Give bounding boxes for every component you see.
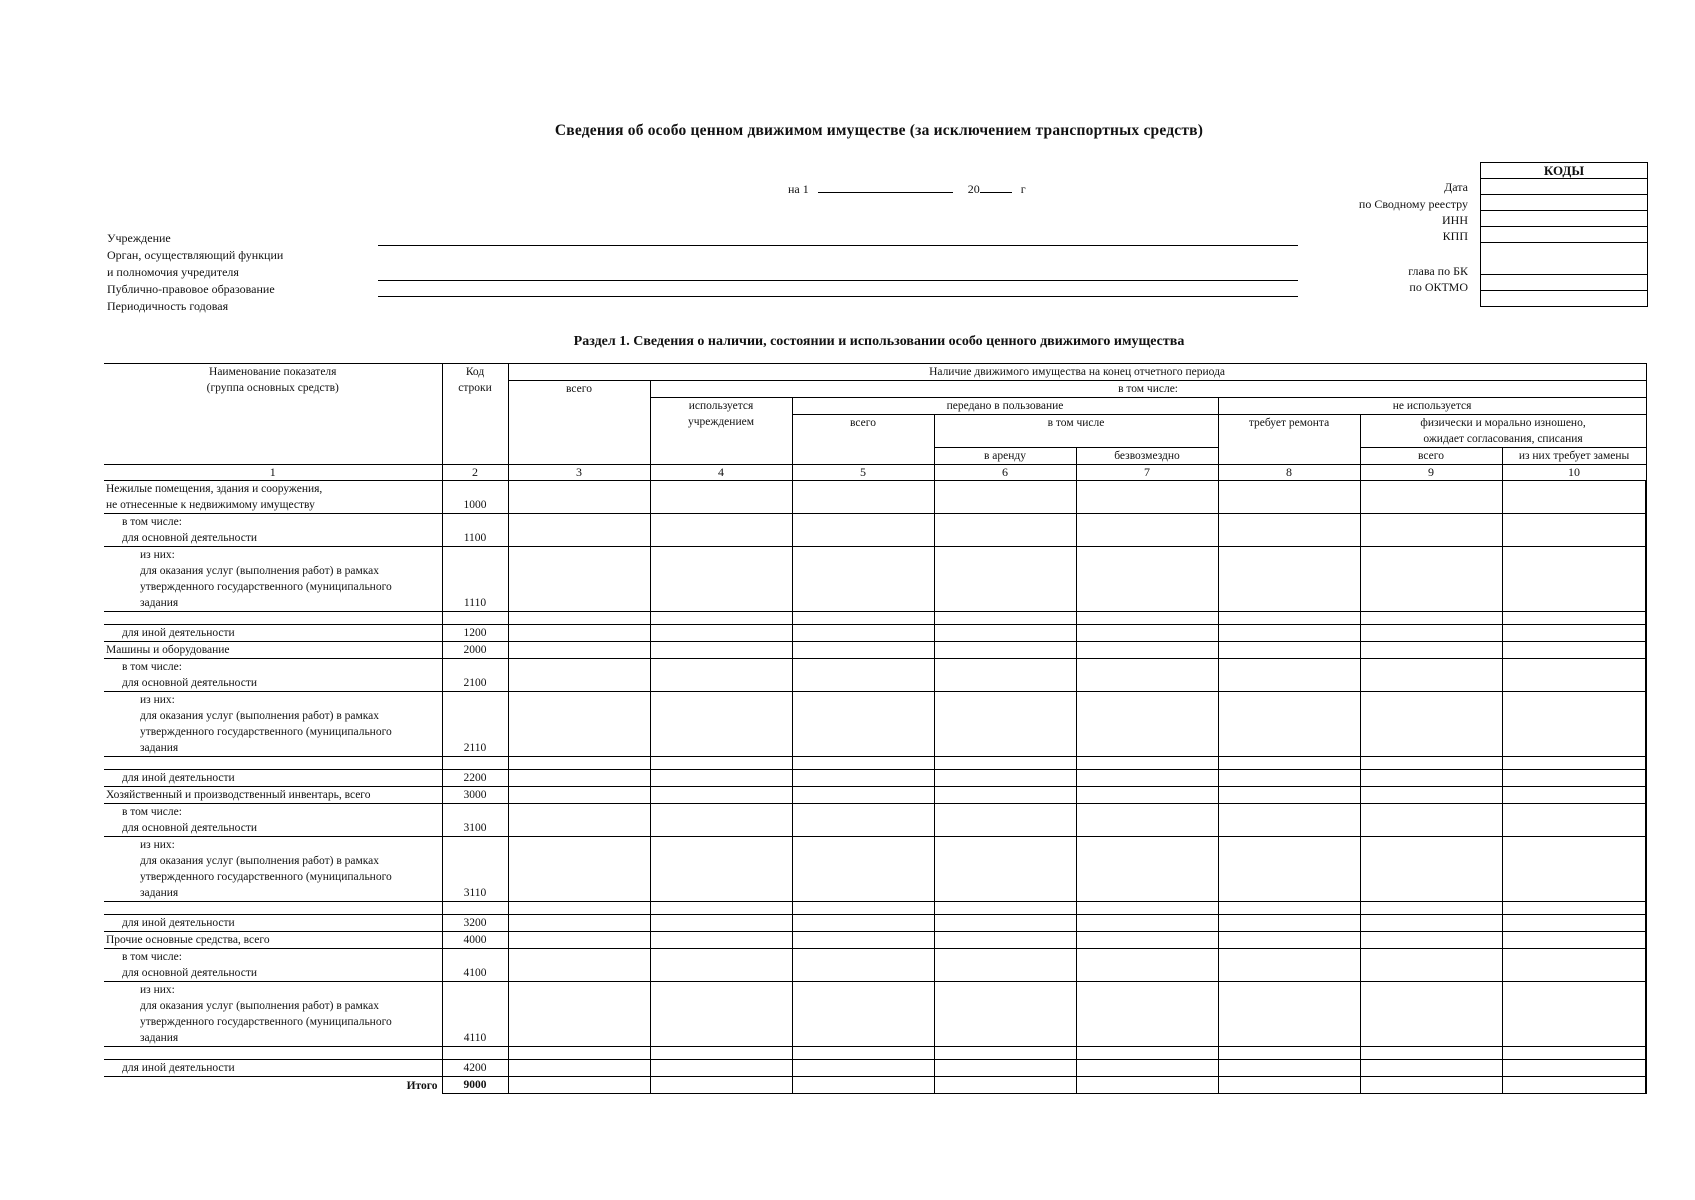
value-cell-col-6[interactable] — [934, 625, 1076, 642]
header-incl: в том числе: — [650, 381, 1646, 398]
value-cell-col-3[interactable] — [508, 642, 650, 659]
codes-label-bk: глава по БК — [1408, 264, 1468, 278]
value-cell-col-3[interactable] — [508, 547, 650, 612]
value-cell-col-6[interactable] — [934, 804, 1076, 837]
value-cell-col-3[interactable] — [508, 612, 650, 625]
value-cell-col-3[interactable] — [508, 625, 650, 642]
table-row-spacer — [104, 1047, 1646, 1060]
value-cell-col-7[interactable] — [1076, 757, 1218, 770]
date-year-prefix: 20 — [967, 182, 980, 196]
value-cell-col-10[interactable] — [1502, 902, 1646, 915]
value-cell-col-6[interactable] — [934, 547, 1076, 612]
value-cell-col-3[interactable] — [508, 804, 650, 837]
section-title: Раздел 1. Сведения о наличии, состоянии и использовании особо ценного движимого имущества — [573, 334, 1185, 349]
value-cell-col-8[interactable] — [1218, 692, 1360, 757]
value-cell-col-3[interactable] — [508, 837, 650, 902]
codes-title: КОДЫ — [1543, 163, 1585, 178]
row-code: 4100 — [442, 949, 508, 982]
value-cell-col-7[interactable] — [1076, 642, 1218, 659]
row-name: для иной деятельности — [104, 1060, 442, 1077]
value-cell-col-6[interactable] — [934, 612, 1076, 625]
value-cell-col-7[interactable] — [1076, 659, 1218, 692]
code-date-cell[interactable] — [1481, 178, 1647, 194]
value-cell-col-5[interactable] — [792, 659, 934, 692]
value-cell-col-3[interactable] — [508, 1047, 650, 1060]
date-day-month-field[interactable] — [818, 180, 953, 193]
periodicity-label: Периодичность годовая — [107, 299, 229, 313]
table-row — [104, 915, 1646, 932]
value-cell-col-4[interactable] — [650, 902, 792, 915]
value-cell-col-9[interactable] — [1360, 804, 1502, 837]
row-code: 2200 — [442, 770, 508, 787]
row-name — [104, 612, 442, 625]
value-cell-col-9[interactable] — [1360, 642, 1502, 659]
value-cell-col-10[interactable] — [1502, 659, 1646, 692]
table-row — [104, 932, 1646, 949]
header-used: используется учреждением — [650, 398, 792, 465]
value-cell-col-4[interactable] — [650, 915, 792, 932]
row-code: 3000 — [442, 787, 508, 804]
header-repair: требует ремонта — [1218, 415, 1360, 465]
value-cell-col-7[interactable] — [1076, 692, 1218, 757]
value-cell-col-6[interactable] — [934, 837, 1076, 902]
table-row-spacer — [104, 902, 1646, 915]
value-cell-col-9[interactable] — [1360, 932, 1502, 949]
col-number: 1 — [104, 465, 442, 481]
row-code: 1000 — [442, 481, 508, 514]
value-cell-col-5[interactable] — [792, 514, 934, 547]
value-cell-col-7[interactable] — [1076, 982, 1218, 1047]
value-cell-col-10[interactable] — [1502, 625, 1646, 642]
value-cell-col-3[interactable] — [508, 757, 650, 770]
form-title: Сведения об особо ценном движимом имуществе (за исключением транспортных средств) — [554, 122, 1204, 139]
value-cell-col-5[interactable] — [792, 1047, 934, 1060]
value-cell-col-9[interactable] — [1360, 902, 1502, 915]
row-name: в том числе: для основной деятельности — [104, 659, 442, 692]
value-cell-col-5[interactable] — [792, 949, 934, 982]
value-cell-col-8[interactable] — [1218, 612, 1360, 625]
value-cell-col-8[interactable] — [1218, 625, 1360, 642]
value-cell-col-8[interactable] — [1218, 547, 1360, 612]
value-cell-col-6[interactable] — [934, 902, 1076, 915]
row-code: 2000 — [442, 642, 508, 659]
row-name: в том числе: для основной деятельности — [104, 804, 442, 837]
value-cell-col-6[interactable] — [934, 659, 1076, 692]
value-cell-col-8[interactable] — [1218, 902, 1360, 915]
code-inn-cell[interactable] — [1481, 210, 1647, 226]
value-cell-col-5[interactable] — [792, 932, 934, 949]
report-date — [788, 180, 1026, 197]
value-cell-col-9[interactable] — [1360, 837, 1502, 902]
value-cell-col-5[interactable] — [792, 787, 934, 804]
value-cell-col-10[interactable] — [1502, 612, 1646, 625]
header-rent: в аренду — [934, 448, 1076, 465]
value-cell-col-4[interactable] — [650, 1047, 792, 1060]
value-cell-col-6[interactable] — [934, 1077, 1076, 1094]
value-cell-col-6[interactable] — [934, 642, 1076, 659]
founder-field[interactable] — [378, 280, 1298, 281]
value-cell-col-9[interactable] — [1360, 787, 1502, 804]
row-name — [104, 757, 442, 770]
value-cell-col-9[interactable] — [1360, 770, 1502, 787]
value-cell-col-5[interactable] — [792, 481, 934, 514]
value-cell-col-5[interactable] — [792, 642, 934, 659]
header-name: Наименование показателя (группа основных средств) — [104, 364, 442, 465]
table-row — [104, 659, 1646, 692]
value-cell-col-4[interactable] — [650, 804, 792, 837]
header-transferred-incl: в том числе — [934, 415, 1218, 448]
value-cell-col-10[interactable] — [1502, 757, 1646, 770]
row-name: из них: для оказания услуг (выполнения работ) в рамках утвержденного государственного (муниципального задания — [104, 692, 442, 757]
row-code: 4110 — [442, 982, 508, 1047]
value-cell-col-7[interactable] — [1076, 481, 1218, 514]
header-transferred-total: всего — [792, 415, 934, 465]
row-code — [442, 902, 508, 915]
value-cell-col-4[interactable] — [650, 770, 792, 787]
table-row — [104, 514, 1646, 547]
value-cell-col-7[interactable] — [1076, 949, 1218, 982]
col-number: 2 — [442, 465, 508, 481]
value-cell-col-3[interactable] — [508, 982, 650, 1047]
value-cell-col-3[interactable] — [508, 770, 650, 787]
value-cell-col-9[interactable] — [1360, 757, 1502, 770]
value-cell-col-6[interactable] — [934, 770, 1076, 787]
value-cell-col-3[interactable] — [508, 949, 650, 982]
value-cell-col-9[interactable] — [1360, 625, 1502, 642]
row-code: 3100 — [442, 804, 508, 837]
total-label: Итого — [104, 1077, 442, 1094]
value-cell-col-9[interactable] — [1360, 1077, 1502, 1094]
value-cell-col-6[interactable] — [934, 1047, 1076, 1060]
header-free: безвозмездно — [1076, 448, 1218, 465]
public-entity-label: Публично-правовое образование — [107, 282, 275, 296]
value-cell-col-4[interactable] — [650, 625, 792, 642]
value-cell-col-5[interactable] — [792, 837, 934, 902]
row-code: 1100 — [442, 514, 508, 547]
header-worn-total: всего — [1360, 448, 1502, 465]
value-cell-col-9[interactable] — [1360, 1060, 1502, 1077]
code-periodicity-cell[interactable] — [1481, 290, 1647, 306]
table-row — [104, 547, 1646, 612]
value-cell-col-5[interactable] — [792, 1077, 934, 1094]
value-cell-col-8[interactable] — [1218, 787, 1360, 804]
table-row — [104, 982, 1646, 1047]
row-name: Нежилые помещения, здания и сооружения, не отнесенные к недвижимому имуществу — [104, 481, 442, 514]
table-row — [104, 481, 1646, 514]
value-cell-col-5[interactable] — [792, 804, 934, 837]
value-cell-col-9[interactable] — [1360, 1047, 1502, 1060]
table-row — [104, 625, 1646, 642]
value-cell-col-8[interactable] — [1218, 1047, 1360, 1060]
value-cell-col-6[interactable] — [934, 915, 1076, 932]
value-cell-col-7[interactable] — [1076, 932, 1218, 949]
row-name: для иной деятельности — [104, 770, 442, 787]
value-cell-col-3[interactable] — [508, 514, 650, 547]
value-cell-col-4[interactable] — [650, 837, 792, 902]
value-cell-col-8[interactable] — [1218, 982, 1360, 1047]
header-total: всего — [508, 381, 650, 465]
value-cell-col-6[interactable] — [934, 932, 1076, 949]
codes-label-date: Дата — [1444, 180, 1468, 194]
value-cell-col-7[interactable] — [1076, 612, 1218, 625]
col-number: 8 — [1218, 465, 1360, 481]
value-cell-col-8[interactable] — [1218, 837, 1360, 902]
header-code: Код строки — [442, 364, 508, 465]
date-year-field[interactable] — [980, 180, 1012, 193]
value-cell-col-4[interactable] — [650, 982, 792, 1047]
value-cell-col-8[interactable] — [1218, 1060, 1360, 1077]
row-name: Хозяйственный и производственный инвентарь, всего — [104, 787, 442, 804]
codes-label-registry: по Сводному реестру — [1358, 197, 1468, 211]
value-cell-col-7[interactable] — [1076, 770, 1218, 787]
table-row — [104, 787, 1646, 804]
row-name: в том числе: для основной деятельности — [104, 949, 442, 982]
value-cell-col-10[interactable] — [1502, 982, 1646, 1047]
value-cell-col-5[interactable] — [792, 915, 934, 932]
value-cell-col-7[interactable] — [1076, 915, 1218, 932]
value-cell-col-5[interactable] — [792, 770, 934, 787]
value-cell-col-6[interactable] — [934, 787, 1076, 804]
col-number: 5 — [792, 465, 934, 481]
value-cell-col-3[interactable] — [508, 915, 650, 932]
codes-label-oktmo: по ОКТМО — [1409, 280, 1468, 294]
value-cell-col-6[interactable] — [934, 481, 1076, 514]
value-cell-col-8[interactable] — [1218, 757, 1360, 770]
codes-box — [1480, 162, 1648, 307]
value-cell-col-7[interactable] — [1076, 837, 1218, 902]
value-cell-col-10[interactable] — [1502, 481, 1646, 514]
value-cell-col-4[interactable] — [650, 692, 792, 757]
col-number: 9 — [1360, 465, 1502, 481]
value-cell-col-8[interactable] — [1218, 514, 1360, 547]
table-row-spacer — [104, 612, 1646, 625]
property-table — [104, 363, 1647, 1094]
value-cell-col-3[interactable] — [508, 659, 650, 692]
value-cell-col-10[interactable] — [1502, 949, 1646, 982]
value-cell-col-9[interactable] — [1360, 915, 1502, 932]
value-cell-col-4[interactable] — [650, 514, 792, 547]
row-code: 4000 — [442, 932, 508, 949]
value-cell-col-8[interactable] — [1218, 1077, 1360, 1094]
row-code — [442, 612, 508, 625]
institution-label: Учреждение — [107, 231, 171, 245]
value-cell-col-3[interactable] — [508, 932, 650, 949]
table-row — [104, 642, 1646, 659]
date-suffix: г — [1020, 182, 1026, 196]
value-cell-col-4[interactable] — [650, 757, 792, 770]
value-cell-col-10[interactable] — [1502, 514, 1646, 547]
col-number: 10 — [1502, 465, 1646, 481]
value-cell-col-10[interactable] — [1502, 932, 1646, 949]
value-cell-col-6[interactable] — [934, 757, 1076, 770]
value-cell-col-9[interactable] — [1360, 514, 1502, 547]
value-cell-col-7[interactable] — [1076, 1047, 1218, 1060]
value-cell-col-4[interactable] — [650, 932, 792, 949]
col-number: 7 — [1076, 465, 1218, 481]
table-row-spacer — [104, 757, 1646, 770]
value-cell-col-10[interactable] — [1502, 1077, 1646, 1094]
value-cell-col-4[interactable] — [650, 481, 792, 514]
value-cell-col-4[interactable] — [650, 642, 792, 659]
value-cell-col-9[interactable] — [1360, 481, 1502, 514]
row-name: в том числе: для основной деятельности — [104, 514, 442, 547]
table-row — [104, 804, 1646, 837]
value-cell-col-10[interactable] — [1502, 804, 1646, 837]
value-cell-col-7[interactable] — [1076, 625, 1218, 642]
row-code: 2100 — [442, 659, 508, 692]
row-name: из них: для оказания услуг (выполнения работ) в рамках утвержденного государственного (муниципального задания — [104, 982, 442, 1047]
value-cell-col-4[interactable] — [650, 547, 792, 612]
value-cell-col-5[interactable] — [792, 692, 934, 757]
header-presence: Наличие движимого имущества на конец отчетного периода — [508, 364, 1646, 381]
value-cell-col-10[interactable] — [1502, 1060, 1646, 1077]
value-cell-col-9[interactable] — [1360, 547, 1502, 612]
value-cell-col-6[interactable] — [934, 514, 1076, 547]
value-cell-col-8[interactable] — [1218, 804, 1360, 837]
row-name: Машины и оборудование — [104, 642, 442, 659]
total-code: 9000 — [442, 1077, 508, 1094]
table-row — [104, 949, 1646, 982]
code-bk-cell[interactable] — [1481, 242, 1647, 274]
table-row — [104, 1060, 1646, 1077]
value-cell-col-10[interactable] — [1502, 1047, 1646, 1060]
value-cell-col-6[interactable] — [934, 1060, 1076, 1077]
code-kpp-cell[interactable] — [1481, 226, 1647, 242]
row-name: из них: для оказания услуг (выполнения работ) в рамках утвержденного государственного (муниципального задания — [104, 837, 442, 902]
value-cell-col-5[interactable] — [792, 1060, 934, 1077]
header-transferred: передано в пользование — [792, 398, 1218, 415]
value-cell-col-8[interactable] — [1218, 481, 1360, 514]
row-code — [442, 1047, 508, 1060]
value-cell-col-10[interactable] — [1502, 547, 1646, 612]
code-oktmo-cell[interactable] — [1481, 274, 1647, 290]
row-code: 1200 — [442, 625, 508, 642]
public-entity-field[interactable] — [378, 296, 1298, 297]
value-cell-col-5[interactable] — [792, 625, 934, 642]
value-cell-col-5[interactable] — [792, 902, 934, 915]
value-cell-col-10[interactable] — [1502, 837, 1646, 902]
value-cell-col-3[interactable] — [508, 1077, 650, 1094]
codes-label-kpp: КПП — [1442, 229, 1468, 243]
value-cell-col-8[interactable] — [1218, 915, 1360, 932]
value-cell-col-8[interactable] — [1218, 949, 1360, 982]
date-prefix: на 1 — [788, 182, 809, 196]
header-worn: физически и морально изношено, ожидает согласования, списания — [1360, 415, 1646, 448]
value-cell-col-8[interactable] — [1218, 770, 1360, 787]
value-cell-col-6[interactable] — [934, 982, 1076, 1047]
value-cell-col-4[interactable] — [650, 659, 792, 692]
row-code — [442, 757, 508, 770]
value-cell-col-9[interactable] — [1360, 982, 1502, 1047]
row-name — [104, 1047, 442, 1060]
row-code: 1110 — [442, 547, 508, 612]
value-cell-col-7[interactable] — [1076, 1060, 1218, 1077]
value-cell-col-10[interactable] — [1502, 787, 1646, 804]
row-name: Прочие основные средства, всего — [104, 932, 442, 949]
value-cell-col-7[interactable] — [1076, 514, 1218, 547]
founder-label-2: и полномочия учредителя — [107, 265, 239, 279]
value-cell-col-8[interactable] — [1218, 932, 1360, 949]
value-cell-col-5[interactable] — [792, 612, 934, 625]
table-row — [104, 692, 1646, 757]
value-cell-col-5[interactable] — [792, 547, 934, 612]
value-cell-col-4[interactable] — [650, 1077, 792, 1094]
value-cell-col-9[interactable] — [1360, 692, 1502, 757]
value-cell-col-7[interactable] — [1076, 787, 1218, 804]
col-number: 4 — [650, 465, 792, 481]
founder-label-1: Орган, осуществляющий функции — [107, 248, 284, 262]
row-code: 3110 — [442, 837, 508, 902]
value-cell-col-3[interactable] — [508, 481, 650, 514]
value-cell-col-9[interactable] — [1360, 612, 1502, 625]
value-cell-col-10[interactable] — [1502, 692, 1646, 757]
value-cell-col-4[interactable] — [650, 787, 792, 804]
value-cell-col-4[interactable] — [650, 949, 792, 982]
value-cell-col-3[interactable] — [508, 692, 650, 757]
value-cell-col-6[interactable] — [934, 949, 1076, 982]
row-code: 4200 — [442, 1060, 508, 1077]
value-cell-col-8[interactable] — [1218, 659, 1360, 692]
value-cell-col-4[interactable] — [650, 612, 792, 625]
value-cell-col-7[interactable] — [1076, 1077, 1218, 1094]
col-number: 3 — [508, 465, 650, 481]
value-cell-col-10[interactable] — [1502, 770, 1646, 787]
table-row — [104, 837, 1646, 902]
value-cell-col-5[interactable] — [792, 982, 934, 1047]
table-row — [104, 770, 1646, 787]
value-cell-col-7[interactable] — [1076, 804, 1218, 837]
value-cell-col-3[interactable] — [508, 902, 650, 915]
code-registry-cell[interactable] — [1481, 194, 1647, 210]
header-worn-replace: из них требует замены — [1502, 448, 1646, 465]
value-cell-col-3[interactable] — [508, 787, 650, 804]
table-row-total — [104, 1077, 1646, 1094]
row-code: 3200 — [442, 915, 508, 932]
institution-field[interactable] — [378, 245, 1298, 246]
codes-label-inn: ИНН — [1442, 213, 1468, 227]
value-cell-col-8[interactable] — [1218, 642, 1360, 659]
col-number: 6 — [934, 465, 1076, 481]
row-name: для иной деятельности — [104, 625, 442, 642]
row-name — [104, 902, 442, 915]
row-name: из них: для оказания услуг (выполнения работ) в рамках утвержденного государственного (муниципального задания — [104, 547, 442, 612]
value-cell-col-5[interactable] — [792, 757, 934, 770]
row-name: для иной деятельности — [104, 915, 442, 932]
row-code: 2110 — [442, 692, 508, 757]
value-cell-col-4[interactable] — [650, 1060, 792, 1077]
requisites-block — [107, 230, 283, 315]
value-cell-col-10[interactable] — [1502, 642, 1646, 659]
value-cell-col-9[interactable] — [1360, 949, 1502, 982]
value-cell-col-9[interactable] — [1360, 659, 1502, 692]
value-cell-col-7[interactable] — [1076, 902, 1218, 915]
value-cell-col-10[interactable] — [1502, 915, 1646, 932]
value-cell-col-7[interactable] — [1076, 547, 1218, 612]
value-cell-col-6[interactable] — [934, 692, 1076, 757]
header-not-used: не используется — [1218, 398, 1646, 415]
value-cell-col-3[interactable] — [508, 1060, 650, 1077]
